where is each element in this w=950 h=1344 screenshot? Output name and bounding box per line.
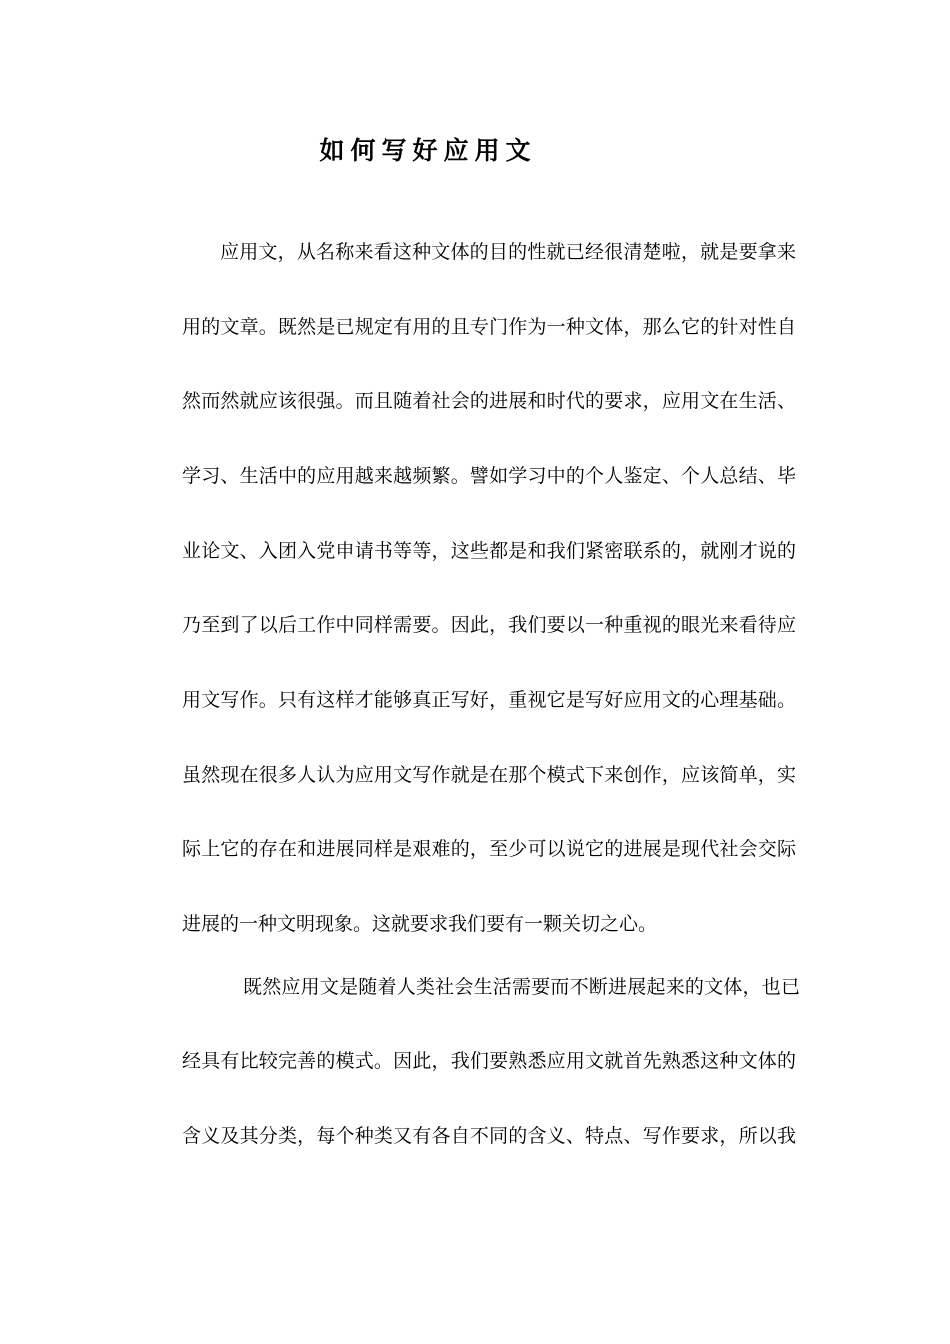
paragraph-line: 含义及其分类，每个种类又有各自不同的含义、特点、写作要求，所以我 xyxy=(182,1125,796,1147)
paragraph-line: 然而然就应该很强。而且随着社会的进展和时代的要求，应用文在生活、 xyxy=(182,390,796,412)
paragraph-line: 既然应用文是随着人类社会生活需要而不断进展起来的文体，也已 xyxy=(243,976,800,998)
paragraph-line: 学习、生活中的应用越来越频繁。譬如学习中的个人鉴定、个人总结、毕 xyxy=(182,465,796,487)
paragraph-line: 际上它的存在和进展同样是艰难的，至少可以说它的进展是现代社会交际 xyxy=(182,838,796,860)
document-title: 如何写好应用文 xyxy=(319,136,537,165)
paragraph-line: 用的文章。既然是已规定有用的且专门作为一种文体，那么它的针对性自 xyxy=(182,316,796,338)
paragraph-line: 用文写作。只有这样才能够真正写好，重视它是写好应用文的心理基础。 xyxy=(182,689,796,711)
paragraph-line: 乃至到了以后工作中同样需要。因此，我们要以一种重视的眼光来看待应 xyxy=(182,614,796,636)
paragraph-line: 经具有比较完善的模式。因此，我们要熟悉应用文就首先熟悉这种文体的 xyxy=(182,1050,796,1072)
paragraph-line: 进展的一种文明现象。这就要求我们要有一颗关切之心。 xyxy=(182,913,658,935)
paragraph-line: 应用文，从名称来看这种文体的目的性就已经很清楚啦，就是要拿来 xyxy=(220,241,796,263)
paragraph-line: 虽然现在很多人认为应用文写作就是在那个模式下来创作，应该简单，实 xyxy=(182,764,796,786)
paragraph-line: 业论文、入团入党申请书等等，这些都是和我们紧密联系的，就刚才说的 xyxy=(182,540,796,562)
